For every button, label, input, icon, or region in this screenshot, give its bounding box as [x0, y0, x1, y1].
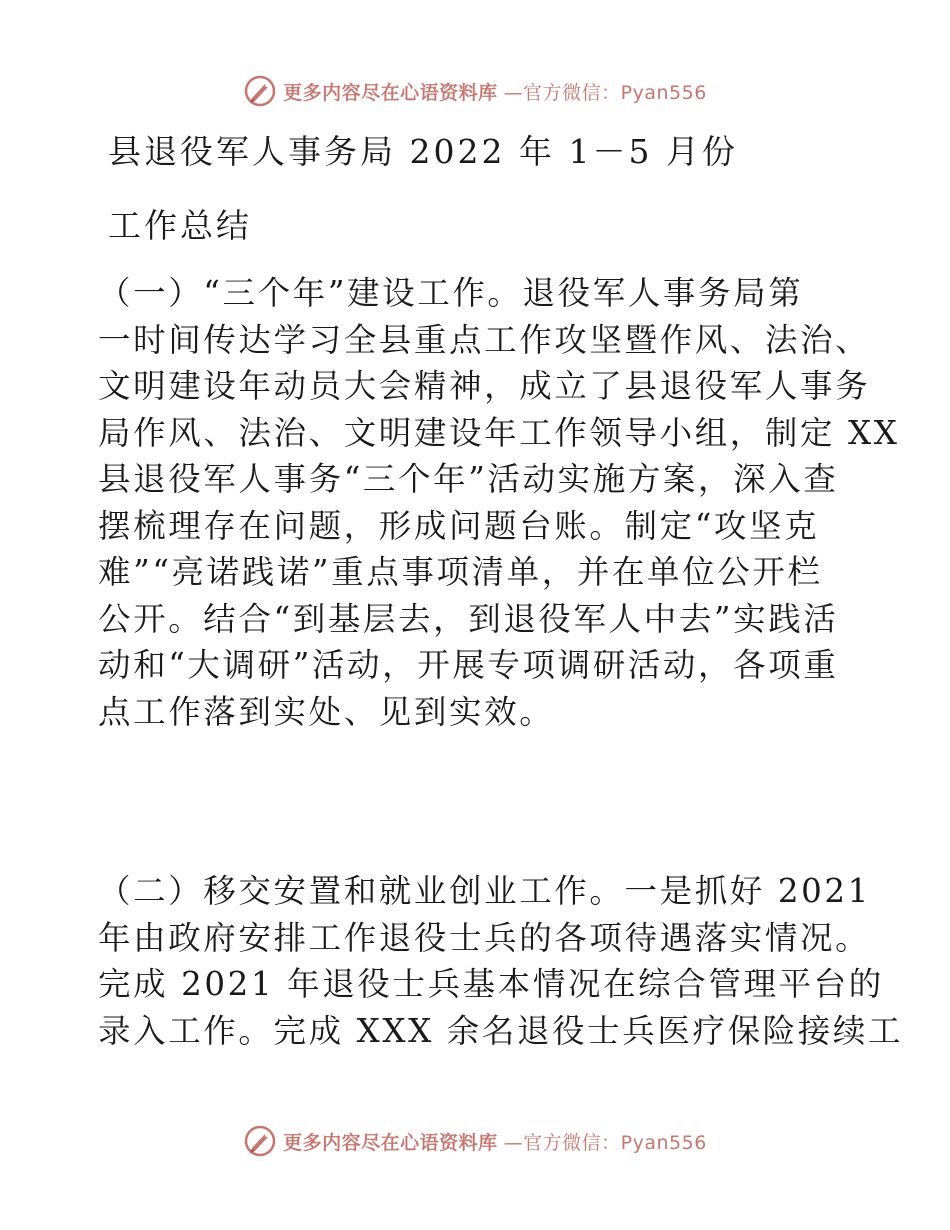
watermark-sub-text: —官方微信：Pyan556 — [503, 1131, 707, 1154]
paragraph-line: 一时间传达学习全县重点工作攻坚暨作风、法治、 — [98, 320, 871, 359]
watermark-sub-text: —官方微信：Pyan556 — [503, 81, 707, 104]
paragraph-line: 难”“亮诺践诺”重点事项清单，并在单位公开栏 — [98, 553, 823, 591]
paragraph-line: 年由政府安排工作退役士兵的各项待遇落实情况。 — [98, 918, 871, 957]
pen-logo-icon — [243, 74, 277, 108]
paragraph-line: 点工作落到实处、见到实效。 — [98, 692, 555, 731]
pen-logo-icon — [243, 1124, 277, 1158]
paragraph-line: （二）移交安置和就业创业工作。一是抓好 2021 — [98, 872, 871, 910]
paragraph-line: 录入工作。完成 XXX 余名退役士兵医疗保险接续工 — [98, 1011, 904, 1050]
paragraph-line: （一）“三个年”建设工作。退役军人事务局第 — [98, 274, 804, 312]
paragraph-line: 县退役军人事务“三个年”活动实施方案，深入查 — [98, 460, 839, 498]
watermark-main-text: 更多内容尽在心语资料库 — [283, 1131, 498, 1154]
paragraph-line: 摆梳理存在问题，形成问题台账。制定“攻坚克 — [98, 506, 820, 545]
document-title-line-2: 工作总结 — [108, 206, 252, 245]
paragraph-line: 完成 2021 年退役士兵基本情况在综合管理平台的 — [98, 965, 884, 1003]
watermark-footer — [0, 1124, 950, 1158]
watermark-main-text: 更多内容尽在心语资料库 — [283, 81, 498, 104]
paragraph-1 — [98, 270, 900, 735]
watermark-header — [0, 74, 950, 108]
paragraph-line: 局作风、法治、文明建设年工作领导小组，制定 XX — [98, 413, 900, 452]
document-title-line-1: 县退役军人事务局 2022 年 1－5 月份 — [108, 132, 738, 171]
paragraph-line: 动和“大调研”活动，开展专项调研活动，各项重 — [98, 646, 839, 684]
paragraph-line: 公开。结合“到基层去，到退役军人中去”实践活 — [98, 599, 839, 638]
paragraph-2 — [98, 868, 904, 1054]
paragraph-line: 文明建设年动员大会精神，成立了县退役军人事务 — [98, 367, 871, 405]
